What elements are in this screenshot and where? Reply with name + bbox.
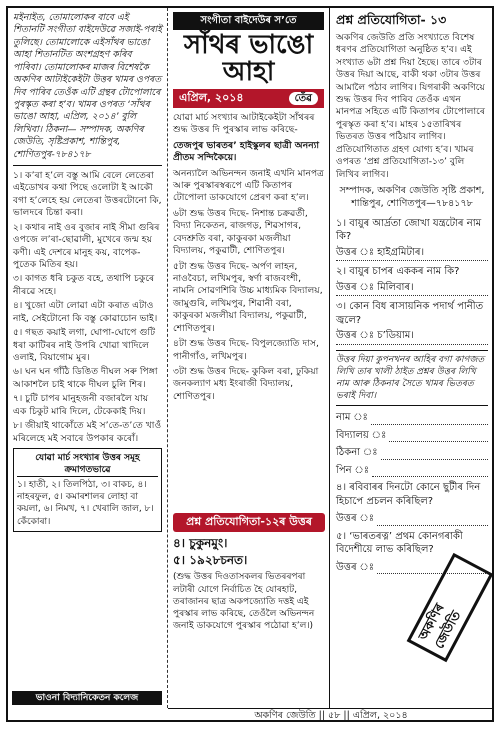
six-correct: ৬টা শুদ্ধ উত্তৰ দিছে- নিশান্ত চক্ৰৱৰ্তী, বিদ্যা নিকেতন, ৰাজগড়, শিৱসাগৰ, বেদশ্ৰুতি বৰা, কাকুৰকা মজলীয়া বিদ্যালয়, পকুৱাটী, শোণিতপুৰ। — [173, 207, 308, 257]
five-correct: ৫টা শুদ্ধ উত্তৰ দিছে- অৰ্পণ লাহন, নাওবৈচা, লখিমপুৰ, স্বৰ্ণা ৰাজবংশী, নামনি সোৱণশিৰি উচ্চ মাধ্যমিক বিদ্যালয়, জামুগুৰি, লখিমপুৰ, শিৱানী বৰা, কাকুৰকা মজলীয়া বিদ্যালয়, পকুৱাটী, শোণিতপুৰ। — [173, 260, 323, 334]
answer-4-label: উত্তৰ ঃ — [336, 513, 375, 525]
answer-3: উত্তৰ ঃ চ’ডিয়াম। — [336, 329, 488, 345]
previous-answers-text: ১। হাতী, ২। তিলপিঠা, ৩। বাকচ, ৪। নাহৰফুল, ৫। কমাৰশালৰ লোহা বা কয়লা, ৬। নিমখ, ৭। খেৰালি জাল, ৮। কেঁকোৰা। — [17, 480, 154, 527]
competition-12-note: (শুদ্ধ উত্তৰ দিওতাসকলৰ ভিতৰৰপৰা লটাৰী যোগে নিৰ্বাচিত হৈ যোৰহাট, তৰাজানৰ ছাত্ৰ অকপজ্যোতি দত্তই এই পুৰস্কাৰ লাভ কৰিছে, তেওঁলৈ অভিনন্দন জনাই ডাকযোগে পুৰস্কাৰ পঠোৱা হ’ল।) — [173, 572, 315, 631]
question-2: ২। বায়ুৰ চাপৰ এককৰ নাম কি? — [336, 266, 460, 278]
editor-address: সম্পাদক, অকণিৰ জেউতি সৃষ্টি প্ৰকাশ, শান্তিপুৰ, শোণিতপুৰ—৭৮৪১৭৮ — [339, 184, 485, 209]
address-label: ঠিকনা ঃ — [336, 447, 378, 459]
page-title: সাঁথৰ ভাঙো আহা — [183, 29, 314, 87]
footer-logo: ভাওনা বিদ্যানিকেতন কলেজ — [12, 691, 162, 705]
pin-field[interactable] — [336, 464, 488, 478]
competition-13-rules: অকণিৰ জেউতি প্ৰতি সংখ্যাতে বিশেষ ধৰণৰ প্ৰতিযোগিতা অনুষ্ঠিত হ’ব। এই সংখ্যাত ৬টা প্ৰশ্ন দিয়া হৈছে। তাৰে ৩টাৰ উত্তৰ দিয়া আছে, বাকী থকা ৩টাৰ উত্তৰ আমালৈ পঠাব লাগিব। যিগৰাকী অকণিয়ে শুদ্ধ উত্তৰ দিব পাৰিব তেওঁক এখন মানপত্ৰ সহিতে এটি কিতাপৰ টোপোলাৰে পুৰস্কৃত কৰা হ’ব। মাহৰ ১৫তাৰিখৰ ভিতৰত উত্তৰ পঠিয়াব লাগিব। প্ৰতিযোগিতাত গ্ৰহণ যোগ্য হ’ব। খামৰ ওপৰত ‘প্ৰশ্ন প্ৰতিযোগিতা-১৩’ বুলি লিখিব লাগিব। — [336, 31, 486, 180]
riddle-item: ৩। কাগত ধৰি চকুত বহে, তথাপি চকুৰে নীৰৱে সহে। — [13, 273, 155, 297]
answer-2: উত্তৰ ঃ মিলিবাৰ। — [336, 281, 488, 297]
competition-12-answer: ৪। চুকুনমুং। — [173, 535, 228, 550]
name-line[interactable] — [371, 415, 488, 425]
intro-text: মইনাইত, তোমালোকৰ বাবে এই শিতানটি সংগীতা বাইদেউৱে সজাই-পৰাই তুলিছে। তোমালোকে এইসাঁথৰ ভাঙো আহা শিতানটিত অংশগ্ৰহণ কৰিব পাৰিবা। তোমালোকৰ মাজৰ বিশেষকৈ অকণিৰ আটাইকেইটা উত্তৰ খামৰ ওপৰত দিব পাৰিব তেওঁক এটি গ্ৰন্থৰ টোপোলাৰে পুৰস্কৃত কৰা হ’ব। খামৰ ওপৰত ‘সাঁথৰ ভাঙো আহা, এপ্ৰিল, ২০১৪’ বুলি লিখিবা। ঠিকনা— সম্পাদক, অকণিৰ জেউতি, সৃষ্টিপ্ৰকাশ, শান্তিপুৰ, শোণিতপুৰ-৭৮৪১৭৮ — [13, 12, 162, 166]
column-brand: সংগীতা বাইদেউৰ স’তে — [173, 12, 324, 30]
pin-line[interactable] — [372, 467, 488, 477]
riddle-item: ৫। গছত কয়াই লগা, ঘোপা-ঘোপে গুটি ধৰা কাটিৰৰ নাই উপৰি খোৱা খাদিলে ওলাই, বিয়াগোম মুৰ। — [13, 327, 156, 363]
winners-intro: যোৱা মাৰ্চ সংখ্যাৰ আটাইকেইটা সাঁথৰৰ শুদ্ধ উত্তৰ দি পুৰস্কাৰ লাভ কৰিছে- — [173, 111, 315, 136]
riddle-item: ৮। জীয়াই থাকোঁতে মই স’তে-ত’তে খাওঁ মৰিলেহে মই সবাৰে উপকাৰ কৰোঁ। — [13, 420, 162, 444]
riddle-item: ১। ক’ৰা হ’লে বস্তু আমি বেলে লেতেৰা এইডোখৰ কথা পিছে ওলোটা ই আকৌ বগা হ’লেহে হয় লেতেৰা উত্তৰটোনো কি, ভালদৰে চিন্তা কৰা। — [13, 170, 162, 219]
previous-answers-title: যোৱা মাৰ্চ সংখ্যাৰ উত্তৰ সমূহ ক্ৰমাগতভাৱে — [17, 452, 158, 477]
riddle-item: ৪। খুজো এটা লোৱা এটা কৰাত এটাও নাই, সেইটোনো কি বস্তু কোৱাচোন ভাই। — [13, 300, 158, 324]
question-1: ১। বায়ুৰ আৰ্দ্ৰতা জোখা যন্ত্ৰটোৰ নাম কি? — [336, 217, 482, 243]
four-correct: ৪টা শুদ্ধ উত্তৰ দিছে- বিপুলজ্যোতি দাস, পানীগাঁও, লখিমপুৰ। — [173, 338, 319, 362]
pin-label: পিন ঃ — [336, 464, 370, 476]
winner-note: অনন্যালৈ অভিনন্দন জনাই এখনি মানপত্ৰ আৰু পুৰস্কাৰস্বৰূপে এটি কিতাপৰ টোপোলা ডাকযোগে প্ৰেৰণ কৰা হ’ল। — [173, 167, 324, 204]
name-field[interactable] — [336, 411, 488, 425]
riddle-list — [13, 170, 162, 445]
address-field[interactable] — [336, 446, 488, 460]
competition-12-answer: ৫। ১৯২৮চনত। — [173, 552, 248, 567]
address-line[interactable] — [381, 450, 488, 460]
answer-5-label: উত্তৰ ঃ — [336, 561, 375, 573]
date-tag: তেঁৱ — [289, 92, 318, 106]
competition-12-answers — [168, 513, 330, 632]
three-correct: ৩টা শুদ্ধ উত্তৰ দিছে- কুকিল বৰা, ঢুকিয়া জনকল্যাণ মধ্য ইংৰাজী বিদ্যালয়, শোণিতপুৰ। — [173, 365, 319, 402]
left-column — [8, 8, 168, 708]
question-5: ৫। ‘ভাৰতৰত্ন’ প্ৰথম কোনগৰাকী বিদেশীয়ে লাভ কৰিছিল? — [336, 530, 463, 556]
issue-date: এপ্ৰিল, ২০১৪ — [179, 91, 244, 105]
page-footer: অকণিৰ জেউতি || ৫৮ || এপ্ৰিল, ২০১৪ — [168, 708, 494, 722]
answer-4-field[interactable] — [336, 512, 488, 526]
school-field[interactable] — [336, 429, 488, 443]
question-4: ৪। ৰবিবাৰৰ দিনটো কোনে ছুটীৰ দিন হিচাপে প্ৰচলন কৰিছিল? — [336, 482, 481, 507]
competition-13-heading: প্ৰশ্ন প্ৰতিযোগিতা- ১৩ — [336, 12, 447, 27]
riddle-item: ৬। ঘন ঘন গাঁঠি ডিঙিত দীঘল সৰু পিঙ্গা আকাশলৈ চাই থাকে দীঘল চুলি শিৰ। — [13, 366, 158, 390]
school-line[interactable] — [389, 432, 488, 442]
competition-12-heading: প্ৰশ্ন প্ৰতিযোগিতা-১২ৰ উত্তৰ — [173, 513, 325, 532]
publisher-stamp: অকণিৰ জেউতি — [407, 553, 494, 662]
submission-note: উত্তৰ দিয়া কুপনখনৰ আহিৰ বগা কাগজত লিখি তাৰ খালী ঠাইত প্ৰশ্নৰ উত্তৰ লিখি নাম আৰু ঠিকনাৰ সৈতে খামৰ ভিতৰত ভৰাই দিবা। — [336, 350, 488, 407]
answer-1: উত্তৰ ঃ হাইগ্ৰমিটাৰ। — [336, 246, 488, 262]
riddle-item: ৭। চুটি চাপৰ মানুহজনী বজাৰলৈ যায় এক চিকুট মাৰি দিলে, টেকেকাই দিয়। — [13, 393, 149, 417]
answer-4-line[interactable] — [377, 516, 488, 526]
question-3: ৩। কোন বিধ ৰাসায়নিক পদাৰ্থ পানীত জ্বলে? — [336, 301, 484, 326]
name-label: নাম ঃ — [336, 412, 368, 424]
winners-text — [173, 112, 324, 403]
winner-name: তেজপুৰ ভাৰতৰ’ হাইস্কুলৰ ছাত্ৰী অনন্যা প্ৰীতম সন্দিকৈয়ে। — [173, 139, 320, 164]
riddle-item: ২। কথাৰ নাই ওৰ বুজাৰ নাই সীমা গুৰিৰ ওপজে ল’ৰা-ছোৱালী, মুখেৰে জন্ম হয় কণী। এই দেশৰে মানুহ কয়, বাপেক-পুতেক মিতিৰ হয়। — [13, 221, 160, 271]
previous-answers-box — [13, 448, 162, 532]
date-bar — [173, 89, 324, 108]
school-label: বিদ্যালয় ঃ — [336, 429, 387, 441]
